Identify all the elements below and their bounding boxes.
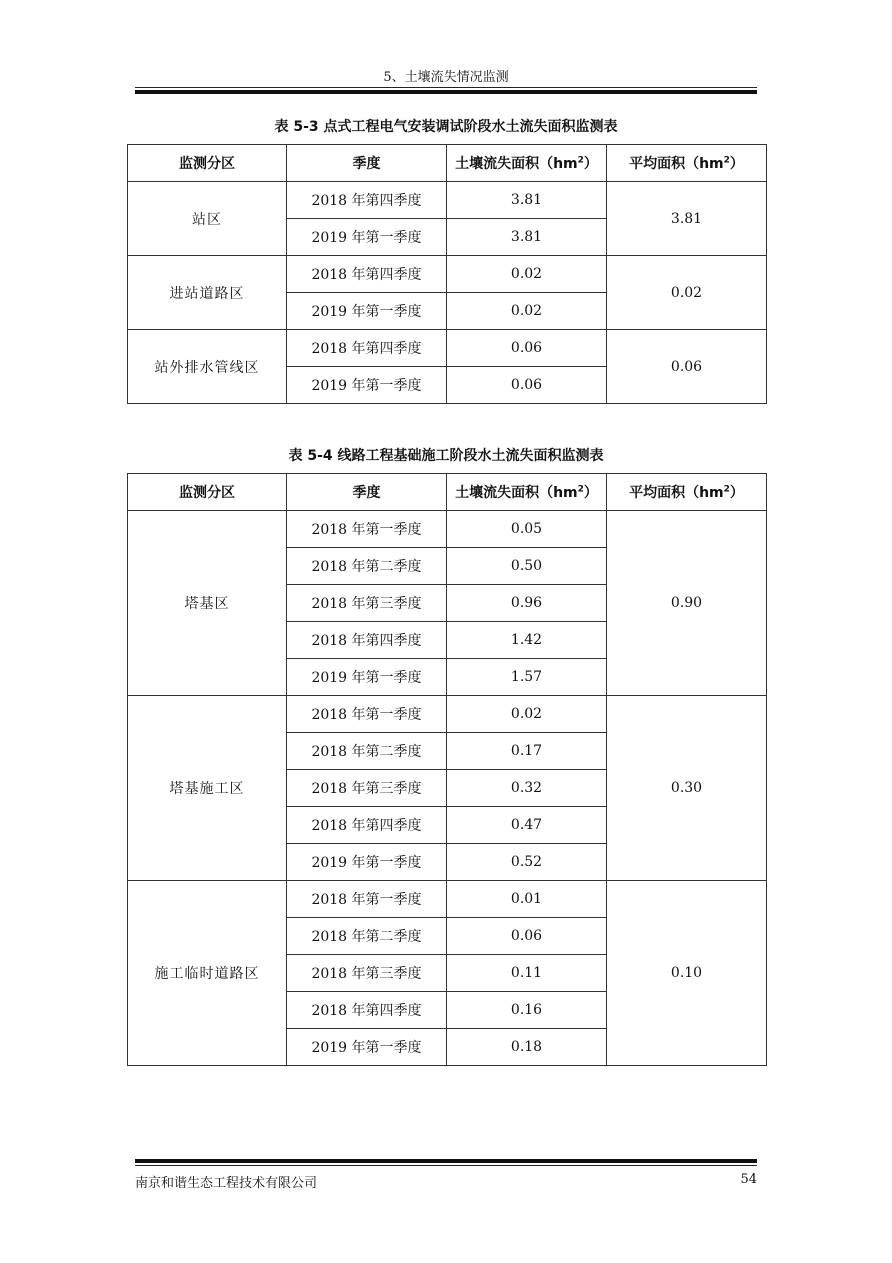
season-cell: 2018 年第二季度	[287, 548, 447, 585]
table-caption-5-4: 表 5-4 线路工程基础施工阶段水土流失面积监测表	[288, 448, 604, 464]
table-5-3	[127, 144, 767, 404]
table-row	[128, 696, 767, 733]
season-cell: 2019 年第一季度	[287, 293, 447, 330]
table-caption-5-3: 表 5-3 点式工程电气安装调试阶段水土流失面积监测表	[274, 119, 618, 135]
average-area-cell: 0.02	[607, 256, 767, 330]
area-cell: 3.81	[447, 182, 607, 219]
col-area-header: 土壤流失面积$(hm^2)$	[447, 474, 607, 511]
col-avg-header: 平均面积$(hm^2)$	[607, 474, 767, 511]
zone-cell: 进站道路区	[128, 256, 287, 330]
area-cell: 0.06	[447, 367, 607, 404]
area-cell: 0.52	[447, 844, 607, 881]
season-cell: 2018 年第二季度	[287, 733, 447, 770]
season-cell: 2018 年第四季度	[287, 182, 447, 219]
header-rule-thin	[135, 87, 757, 88]
area-cell: 0.05	[447, 511, 607, 548]
area-cell: 0.47	[447, 807, 607, 844]
area-cell: 0.02	[447, 293, 607, 330]
season-cell: 2018 年第三季度	[287, 585, 447, 622]
season-cell: 2018 年第四季度	[287, 807, 447, 844]
table-row	[128, 182, 767, 219]
area-cell: 1.42	[447, 622, 607, 659]
season-cell: 2018 年第一季度	[287, 511, 447, 548]
season-cell: 2019 年第一季度	[287, 659, 447, 696]
footer-company: 南京和谐生态工程技术有限公司	[135, 1176, 318, 1191]
header-rule-thick	[135, 90, 757, 94]
season-cell: 2018 年第四季度	[287, 622, 447, 659]
season-cell: 2019 年第一季度	[287, 844, 447, 881]
area-cell: 0.16	[447, 992, 607, 1029]
average-area-cell: 3.81	[607, 182, 767, 256]
area-cell: 0.06	[447, 918, 607, 955]
zone-cell: 施工临时道路区	[128, 881, 287, 1066]
season-cell: 2018 年第四季度	[287, 256, 447, 293]
area-cell: 0.18	[447, 1029, 607, 1066]
area-cell: 0.50	[447, 548, 607, 585]
average-area-cell: 0.06	[607, 330, 767, 404]
area-cell: 3.81	[447, 219, 607, 256]
table-row	[128, 256, 767, 293]
area-cell: 0.11	[447, 955, 607, 992]
footer-rule-thin	[135, 1165, 757, 1166]
area-cell: 0.06	[447, 330, 607, 367]
season-cell: 2018 年第一季度	[287, 696, 447, 733]
col-season-header: 季度	[287, 474, 447, 511]
table-5-4	[127, 473, 767, 1066]
average-area-cell: 0.30	[607, 696, 767, 881]
zone-cell: 塔基施工区	[128, 696, 287, 881]
area-cell: 0.96	[447, 585, 607, 622]
col-avg-header: 平均面积$(hm^2)$	[607, 145, 767, 182]
area-cell: 0.32	[447, 770, 607, 807]
average-area-cell: 0.10	[607, 881, 767, 1066]
page-number: 54	[740, 1172, 757, 1187]
zone-cell: 塔基区	[128, 511, 287, 696]
area-cell: 0.02	[447, 696, 607, 733]
footer-rule-thick	[135, 1159, 757, 1163]
col-season-header: 季度	[287, 145, 447, 182]
season-cell: 2018 年第一季度	[287, 881, 447, 918]
season-cell: 2019 年第一季度	[287, 219, 447, 256]
average-area-cell: 0.90	[607, 511, 767, 696]
table-row	[128, 511, 767, 548]
season-cell: 2018 年第三季度	[287, 770, 447, 807]
col-area-header: 土壤流失面积$(hm^2)$	[447, 145, 607, 182]
area-cell: 0.02	[447, 256, 607, 293]
season-cell: 2018 年第四季度	[287, 330, 447, 367]
season-cell: 2018 年第二季度	[287, 918, 447, 955]
table-header-row	[128, 145, 767, 182]
col-zone-header: 监测分区	[128, 145, 287, 182]
table-row	[128, 881, 767, 918]
season-cell: 2018 年第三季度	[287, 955, 447, 992]
zone-cell: 站区	[128, 182, 287, 256]
table-row	[128, 330, 767, 367]
running-header: 5、土壤流失情况监测	[383, 70, 509, 85]
season-cell: 2019 年第一季度	[287, 367, 447, 404]
area-cell: 1.57	[447, 659, 607, 696]
area-cell: 0.17	[447, 733, 607, 770]
area-cell: 0.01	[447, 881, 607, 918]
zone-cell: 站外排水管线区	[128, 330, 287, 404]
season-cell: 2019 年第一季度	[287, 1029, 447, 1066]
col-zone-header: 监测分区	[128, 474, 287, 511]
season-cell: 2018 年第四季度	[287, 992, 447, 1029]
table-header-row	[128, 474, 767, 511]
